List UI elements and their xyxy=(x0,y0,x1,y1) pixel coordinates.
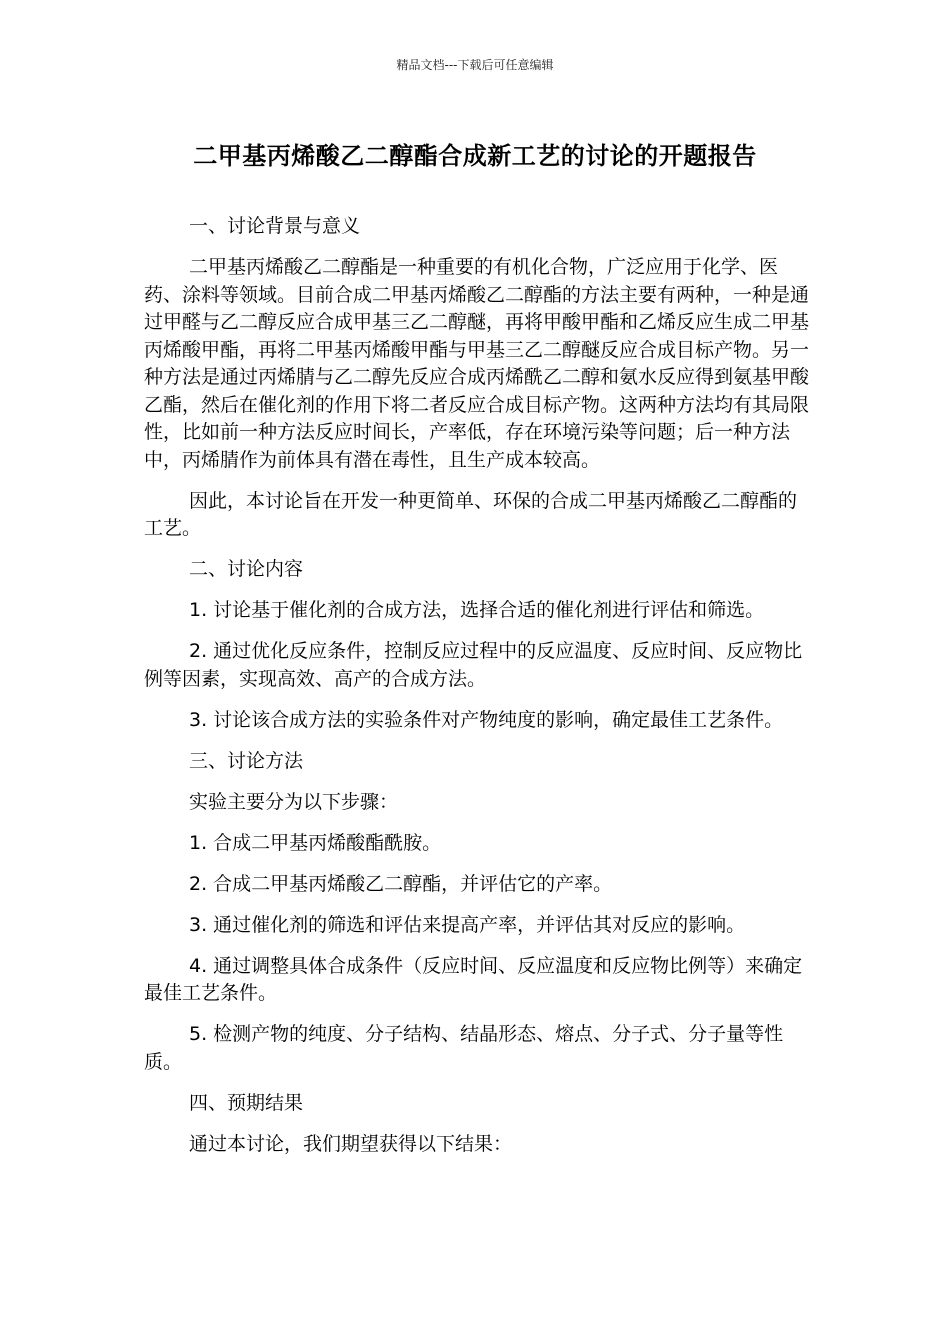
document-body xyxy=(144,213,812,1172)
method-step: 3. 通过催化剂的筛选和评估来提高产率，并评估其对反应的影响。 xyxy=(189,913,746,936)
method-step: 5. 检测产物的纯度、分子结构、结晶形态、熔点、分子式、分子量等性质。 xyxy=(144,1023,784,1073)
method-step: 4. 通过调整具体合成条件（反应时间、反应温度和反应物比例等）来确定最佳工艺条件。 xyxy=(144,954,803,1004)
paragraph-background: 二甲基丙烯酸乙二醇酯是一种重要的有机化合物，广泛应用于化学、医药、涂料等领域。目前合成二甲基丙烯酸乙二醇酯的方法主要有两种，一种是通过甲醛与乙二醇反应合成甲基三乙二醇醚，再将甲酸甲酯和乙烯反应生成二甲基丙烯酸甲酯，再将二甲基丙烯酸甲酯与甲基三乙二醇醚反应合成目标产物。另一种方法是通过丙烯腈与乙二醇先反应合成丙烯酰乙二醇和氨水反应得到氨基甲酸乙酯，然后在催化剂的作用下将二者反应合成目标产物。这两种方法均有其局限性，比如前一种方法反应时间长，产率低，存在环境污染等问题；后一种方法中，丙烯腈作为前体具有潜在毒性，且生产成本较高。 xyxy=(144,256,810,471)
header-note: 精品文档---下载后可任意编辑 xyxy=(396,58,554,72)
method-step: 1. 合成二甲基丙烯酸酯酰胺。 xyxy=(189,831,442,854)
section-heading-results: 四、预期结果 xyxy=(189,1091,304,1114)
document-title: 二甲基丙烯酸乙二醇酯合成新工艺的讨论的开题报告 xyxy=(193,142,757,170)
results-intro: 通过本讨论，我们期望获得以下结果： xyxy=(189,1132,513,1155)
paragraph-aim: 因此，本讨论旨在开发一种更简单、环保的合成二甲基丙烯酸乙二醇酯的工艺。 xyxy=(144,489,798,539)
content-item: 3. 讨论该合成方法的实验条件对产物纯度的影响，确定最佳工艺条件。 xyxy=(189,708,784,731)
section-heading-method: 三、讨论方法 xyxy=(189,749,304,772)
method-step: 2. 合成二甲基丙烯酸乙二醇酯，并评估它的产率。 xyxy=(189,872,613,895)
section-heading-content: 二、讨论内容 xyxy=(189,558,304,580)
section-heading-background: 一、讨论背景与意义 xyxy=(189,215,361,237)
content-item: 1. 讨论基于催化剂的合成方法，选择合适的催化剂进行评估和筛选。 xyxy=(189,599,765,621)
method-intro: 实验主要分为以下步骤： xyxy=(189,790,399,813)
content-item: 2. 通过优化反应条件，控制反应过程中的反应温度、反应时间、反应物比例等因素，实现高效、高产的合成方法。 xyxy=(144,640,803,690)
